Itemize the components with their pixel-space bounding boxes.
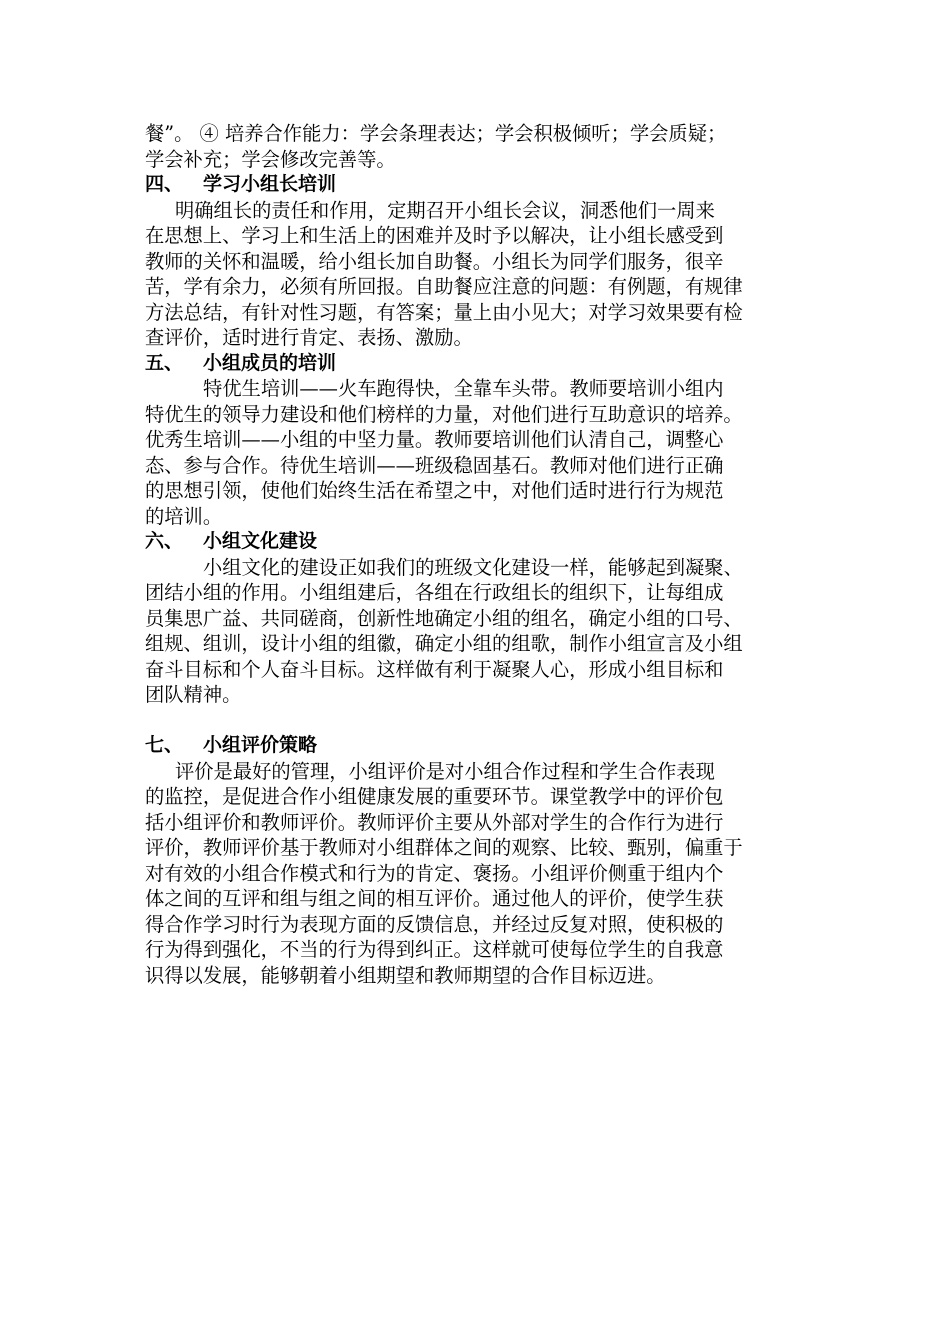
body-text-line: 识得以发展，能够朝着小组期望和教师期望的合作目标迈进。 bbox=[145, 963, 666, 987]
body-text-line: 得合作学习时行为表现方面的反馈信息，并经过反复对照，使积极的 bbox=[145, 912, 724, 936]
body-text-line: 组规、组训，设计小组的组徽，确定小组的组歌，制作小组宣言及小组 bbox=[145, 632, 743, 655]
body-text-line: 团结小组的作用。小组组建后，各组在行政组长的组织下，让每组成 bbox=[145, 581, 724, 604]
body-text-line: 奋斗目标和个人奋斗目标。这样做有利于凝聚人心，形成小组目标和 bbox=[145, 657, 724, 681]
section-number: 七、 bbox=[145, 734, 184, 756]
body-text-line: 苦，学有余力，必须有所回报。自助餐应注意的问题：有例题，有规律 bbox=[145, 275, 743, 298]
body-text-line: 行为得到强化，不当的行为得到纠正。这样就可使每位学生的自我意 bbox=[145, 938, 724, 961]
body-text-line: 小组文化的建设正如我们的班级文化建设一样，能够起到凝聚、 bbox=[203, 555, 743, 579]
body-text-line: 查评价，适时进行肯定、表扬、激励。 bbox=[145, 326, 473, 349]
body-text-line: 的培训。 bbox=[145, 504, 223, 528]
body-text-line: 特优生培训——火车跑得快，全靠车头带。教师要培训小组内 bbox=[203, 377, 724, 400]
section-title: 小组评价策略 bbox=[203, 734, 318, 756]
section-number: 六、 bbox=[145, 530, 184, 552]
section-heading bbox=[145, 351, 810, 377]
section-number: 四、 bbox=[145, 173, 184, 195]
body-text-line: 评价是最好的管理，小组评价是对小组合作过程和学生合作表现 bbox=[175, 759, 715, 783]
body-text-line: 明确组长的责任和作用，定期召开小组长会议，洞悉他们一周来 bbox=[175, 198, 715, 222]
body-text-line: 体之间的互评和组与组之间的相互评价。通过他人的评价，使学生获 bbox=[145, 887, 724, 910]
body-text-line: 员集思广益、共同磋商，创新性地确定小组的组名，确定小组的口号、 bbox=[145, 606, 743, 630]
body-text-line: 的监控，是促进合作小组健康发展的重要环节。课堂教学中的评价包 bbox=[145, 785, 724, 808]
section-heading bbox=[145, 529, 810, 555]
body-text-line: 的思想引领，使他们始终生活在希望之中，对他们适时进行行为规范 bbox=[145, 479, 724, 502]
body-text-line: 教师的关怀和温暖，给小组长加自助餐。小组长为同学们服务，很辛 bbox=[145, 249, 724, 273]
body-text-line: 学会补充；学会修改完善等。 bbox=[145, 147, 396, 171]
body-text-line: 餐”。 ④ 培养合作能力：学会条理表达；学会积极倾听；学会质疑； bbox=[145, 122, 727, 145]
body-text-line: 评价，教师评价基于教师对小组群体之间的观察、比较、甄别，偏重于 bbox=[145, 836, 743, 859]
body-text-line: 在思想上、学习上和生活上的困难并及时予以解决，让小组长感受到 bbox=[145, 224, 724, 247]
document-page bbox=[145, 121, 810, 988]
section-number: 五、 bbox=[145, 351, 184, 374]
section-heading bbox=[145, 733, 810, 759]
blank-line bbox=[145, 708, 810, 734]
body-text-line: 方法总结，有针对性习题，有答案；量上由小见大；对学习效果要有检 bbox=[145, 300, 743, 324]
section-title: 小组文化建设 bbox=[203, 530, 318, 552]
body-text-line: 态、参与合作。待优生培训——班级稳固基石。教师对他们进行正确 bbox=[145, 453, 724, 477]
section-title: 小组成员的培训 bbox=[203, 351, 337, 374]
body-text-line: 特优生的领导力建设和他们榜样的力量，对他们进行互助意识的培养。 bbox=[145, 402, 743, 426]
body-text-line: 对有效的小组合作模式和行为的肯定、褒扬。小组评价侧重于组内个 bbox=[145, 861, 724, 885]
body-text-line: 团队精神。 bbox=[145, 683, 242, 706]
section-title: 学习小组长培训 bbox=[203, 173, 337, 195]
section-heading bbox=[145, 172, 810, 198]
body-text-line: 括小组评价和教师评价。教师评价主要从外部对学生的合作行为进行 bbox=[145, 810, 724, 834]
body-text-line: 优秀生培训——小组的中坚力量。教师要培训他们认清自己，调整心 bbox=[145, 428, 724, 451]
